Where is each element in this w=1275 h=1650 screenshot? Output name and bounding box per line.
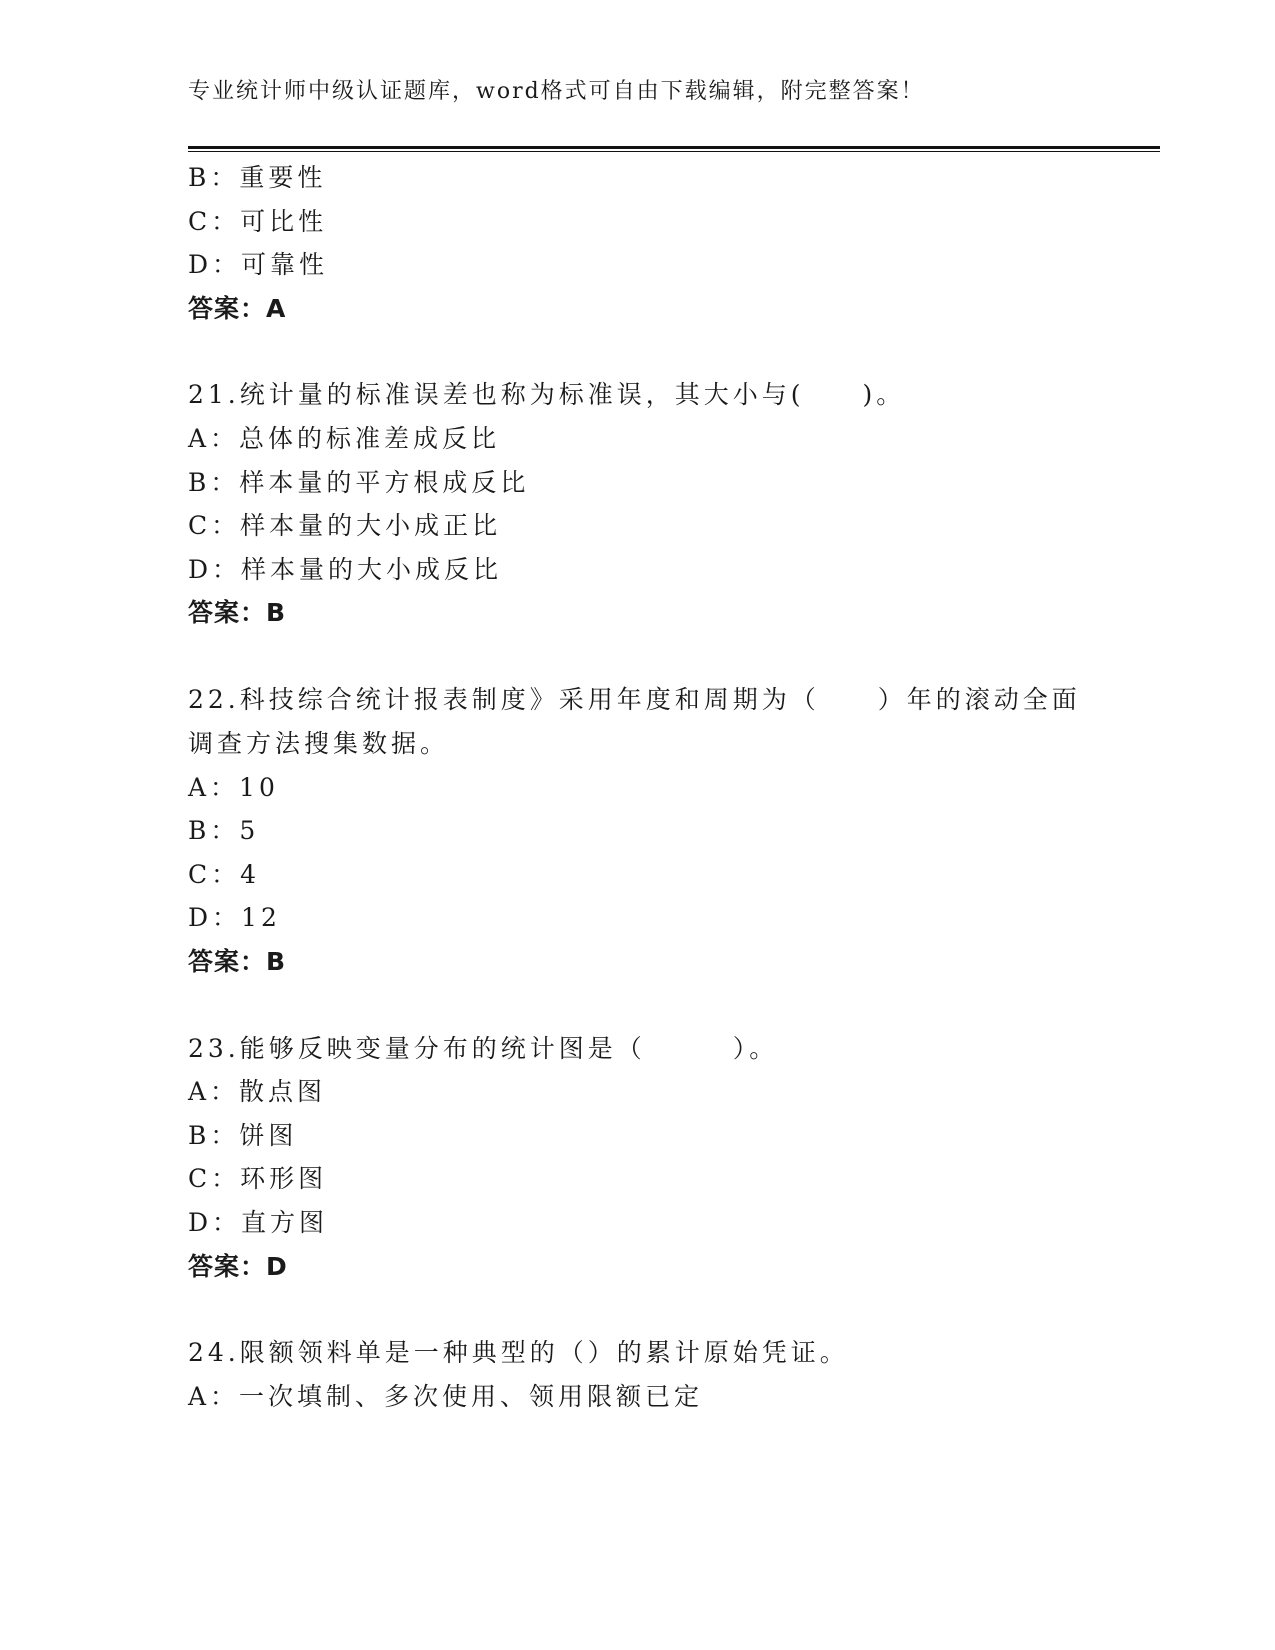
option-line: C：4 [188,860,261,889]
question-text: 21.统计量的标准误差也称为标准误，其大小与( )。 [188,380,906,409]
option-line: D：直方图 [188,1208,329,1237]
option-line: C：样本量的大小成正比 [188,511,502,540]
answer-line: 答案：A [188,294,287,323]
option-line: B：样本量的平方根成反比 [188,468,530,497]
option-line: B：饼图 [188,1121,298,1150]
question-text: 23.能够反映变量分布的统计图是（ ）。 [188,1034,779,1063]
option-line: A：散点图 [188,1077,327,1106]
answer-line: 答案：B [188,947,287,976]
option-line: A：一次填制、多次使用、领用限额已定 [188,1382,704,1411]
option-line: A：10 [188,773,279,802]
option-line: D：可靠性 [188,250,329,279]
header-rule-thick [188,146,1160,149]
header-rule-thin [188,151,1160,152]
question-text: 22.科技综合统计报表制度》采用年度和周期为（ ）年的滚动全面 [188,685,1081,714]
option-line: B：重要性 [188,163,327,192]
question-text: 调查方法搜集数据。 [188,729,450,758]
option-line: C：可比性 [188,207,328,236]
option-line: D：样本量的大小成反比 [188,555,503,584]
option-line: D：12 [188,903,281,932]
page-header: 专业统计师中级认证题库，word格式可自由下载编辑，附完整答案！ [188,79,925,104]
option-line: B：5 [188,816,260,845]
answer-line: 答案：D [188,1252,288,1281]
option-line: C：环形图 [188,1164,328,1193]
option-line: A：总体的标准差成反比 [188,424,501,453]
answer-line: 答案：B [188,598,287,627]
question-text: 24.限额领料单是一种典型的（）的累计原始凭证。 [188,1338,849,1367]
